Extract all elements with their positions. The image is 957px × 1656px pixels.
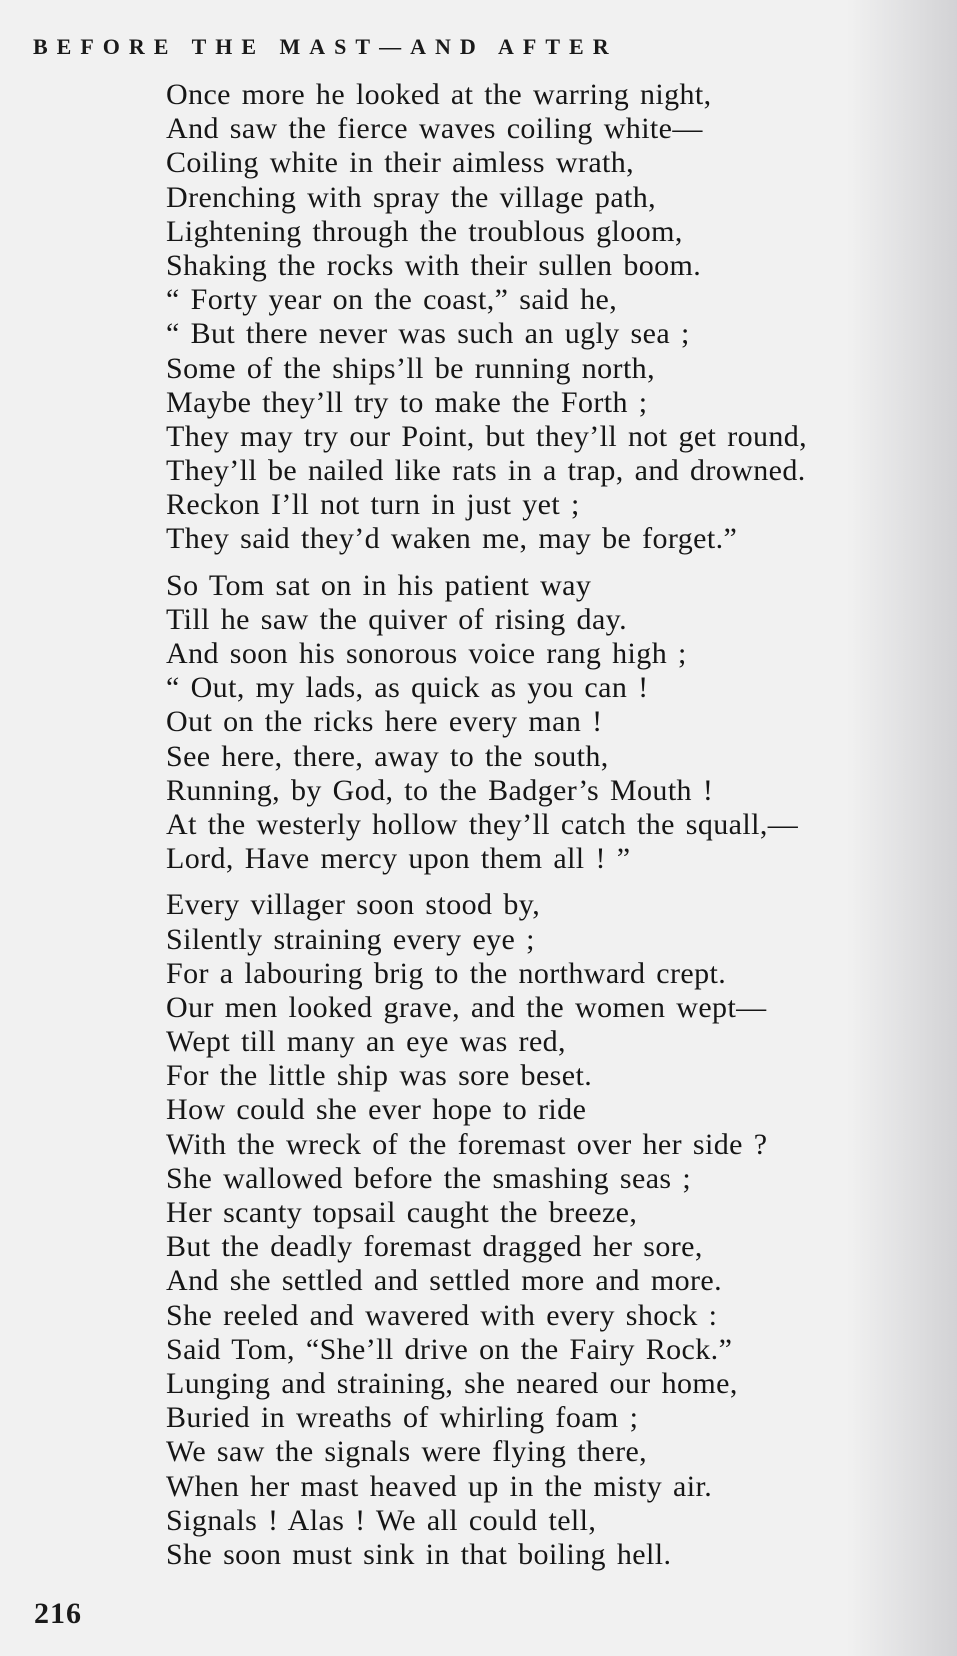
poem-line: And she settled and settled more and more. [166,1264,722,1298]
poem-line: For the little ship was sore beset. [166,1059,593,1093]
poem-line: See here, there, away to the south, [166,739,609,773]
poem-line: We saw the signals were flying there, [166,1435,648,1469]
page-number: 216 [34,1597,82,1630]
poem-line: When her mast heaved up in the misty air. [166,1469,713,1503]
poem-line: And saw the fierce waves coiling white— [166,112,703,146]
stanza-2 [166,569,906,877]
poem-line: Reckon I’ll not turn in just yet ; [166,488,580,522]
poem-line: Maybe they’ll try to make the Forth ; [166,385,648,419]
poem-line: Out on the ricks here every man ! [166,705,603,739]
poem-line: Signals ! Alas ! We all could tell, [166,1503,597,1537]
poem-line: So Tom sat on in his patient way [166,568,592,602]
poem-line: They may try our Point, but they’ll not get round, [166,419,808,453]
poem-line: Running, by God, to the Badger’s Mouth ! [166,773,714,807]
poem-line: Shaking the rocks with their sullen boom. [166,248,702,282]
poem-line: “ Out, my lads, as quick as you can ! [166,671,649,705]
poem-line: Wept till many an eye was red, [166,1025,566,1059]
stanza-1 [166,78,906,557]
poem-line: How could she ever hope to ride [166,1093,587,1127]
poem-line: Silently straining every eye ; [166,922,535,956]
poem-line: Buried in wreaths of whirling foam ; [166,1401,639,1435]
poem-line: She wallowed before the smashing seas ; [166,1161,692,1195]
poem-line: Lightening through the troublous gloom, [166,214,683,248]
poem-line: Drenching with spray the village path, [166,180,657,214]
poem-line: Once more he looked at the warring night, [166,78,712,111]
poem-line: Some of the ships’ll be running north, [166,351,655,385]
poem-line: And soon his sonorous voice rang high ; [166,637,687,670]
poem-line: Every villager soon stood by, [166,888,541,922]
poem-line: “ Forty year on the coast,” said he, [166,283,618,317]
poem-body [166,78,906,1584]
poem-line: With the wreck of the foremast over her side ? [166,1127,768,1161]
poem-line: Said Tom, “She’ll drive on the Fairy Rock.” [166,1332,733,1366]
poem-line: Lord, Have mercy upon them all ! ” [166,842,631,876]
stanza-3 [166,888,906,1572]
poem-line: But the deadly foremast dragged her sore, [166,1230,703,1264]
poem-line: Our men looked grave, and the women wept— [166,990,767,1024]
poem-line: They said they’d waken me, may be forget.” [166,522,738,556]
poem-line: Till he saw the quiver of rising day. [166,602,628,636]
poem-line: “ But there never was such an ugly sea ; [166,317,690,351]
poem-line: For a labouring brig to the northward crept. [166,956,727,990]
poem-line: Lunging and straining, she neared our home, [166,1366,738,1400]
poem-line: She soon must sink in that boiling hell. [166,1537,672,1571]
poem-line: They’ll be nailed like rats in a trap, and drowned. [166,454,806,488]
poem-line: Coiling white in their aimless wrath, [166,146,635,180]
poem-line: Her scanty topsail caught the breeze, [166,1196,638,1229]
poem-line: She reeled and wavered with every shock : [166,1298,718,1332]
poem-line: At the westerly hollow they’ll catch the squall,— [166,807,799,841]
running-head: BEFORE THE MAST—AND AFTER [33,34,618,59]
